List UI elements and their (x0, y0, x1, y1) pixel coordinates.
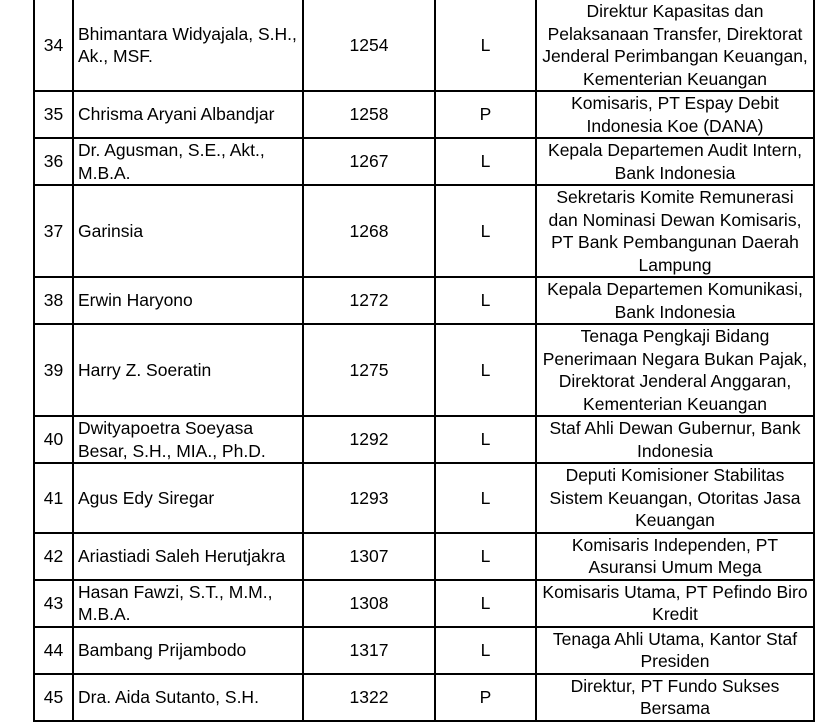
position: Tenaga Ahli Utama, Kantor Staf Presiden (536, 627, 814, 674)
gender: P (435, 674, 536, 721)
position: Sekretaris Komite Remunerasi dan Nominasi Dewan Komisaris, PT Bank Pembangunan Daerah Lampung (536, 185, 814, 277)
candidate-name: Garinsia (73, 185, 303, 277)
table-row (34, 463, 814, 533)
row-number: 35 (34, 91, 73, 138)
row-number: 43 (34, 580, 73, 627)
row-number: 41 (34, 463, 73, 533)
position: Tenaga Pengkaji Bidang Penerimaan Negara Bukan Pajak, Direktorat Jenderal Anggaran, Kementerian Keuangan (536, 324, 814, 416)
row-number: 38 (34, 277, 73, 324)
candidate-name: Dra. Aida Sutanto, S.H. (73, 674, 303, 721)
candidate-name: Harry Z. Soeratin (73, 324, 303, 416)
table-row (34, 533, 814, 580)
gender: L (435, 416, 536, 463)
table-row (34, 674, 814, 721)
candidate-id: 1254 (303, 0, 435, 91)
table-row (34, 138, 814, 185)
gender: L (435, 627, 536, 674)
candidate-id: 1292 (303, 416, 435, 463)
row-number: 39 (34, 324, 73, 416)
row-number: 40 (34, 416, 73, 463)
gender: L (435, 185, 536, 277)
row-number: 37 (34, 185, 73, 277)
table-row (34, 627, 814, 674)
candidate-name: Bambang Prijambodo (73, 627, 303, 674)
row-number: 34 (34, 0, 73, 91)
candidate-id: 1268 (303, 185, 435, 277)
candidate-id: 1308 (303, 580, 435, 627)
candidate-id: 1317 (303, 627, 435, 674)
table-row (34, 277, 814, 324)
table-row (34, 0, 814, 91)
position: Kepala Departemen Komunikasi, Bank Indonesia (536, 277, 814, 324)
gender: L (435, 580, 536, 627)
gender: L (435, 533, 536, 580)
candidate-id: 1293 (303, 463, 435, 533)
candidate-name: Ariastiadi Saleh Herutjakra (73, 533, 303, 580)
position: Staf Ahli Dewan Gubernur, Bank Indonesia (536, 416, 814, 463)
candidate-id: 1322 (303, 674, 435, 721)
row-number: 44 (34, 627, 73, 674)
row-number: 36 (34, 138, 73, 185)
table-row (34, 324, 814, 416)
candidate-name: Chrisma Aryani Albandjar (73, 91, 303, 138)
position: Komisaris, PT Espay Debit Indonesia Koe (DANA) (536, 91, 814, 138)
position: Komisaris Utama, PT Pefindo Biro Kredit (536, 580, 814, 627)
gender: L (435, 277, 536, 324)
candidate-id: 1272 (303, 277, 435, 324)
position: Direktur, PT Fundo Sukses Bersama (536, 674, 814, 721)
gender: L (435, 138, 536, 185)
row-number: 42 (34, 533, 73, 580)
gender: L (435, 463, 536, 533)
candidate-id: 1267 (303, 138, 435, 185)
candidate-id: 1275 (303, 324, 435, 416)
candidate-name: Erwin Haryono (73, 277, 303, 324)
candidate-table (33, 0, 815, 722)
candidate-name: Dr. Agusman, S.E., Akt., M.B.A. (73, 138, 303, 185)
gender: L (435, 0, 536, 91)
candidate-name: Hasan Fawzi, S.T., M.M., M.B.A. (73, 580, 303, 627)
candidate-name: Agus Edy Siregar (73, 463, 303, 533)
table-row (34, 91, 814, 138)
position: Komisaris Independen, PT Asuransi Umum Mega (536, 533, 814, 580)
position: Direktur Kapasitas dan Pelaksanaan Transfer, Direktorat Jenderal Perimbangan Keuangan, Kementerian Keuangan (536, 0, 814, 91)
gender: P (435, 91, 536, 138)
table-row (34, 416, 814, 463)
table-row (34, 185, 814, 277)
candidate-id: 1307 (303, 533, 435, 580)
row-number: 45 (34, 674, 73, 721)
candidate-name: Dwityapoetra Soeyasa Besar, S.H., MIA., Ph.D. (73, 416, 303, 463)
table-row (34, 580, 814, 627)
candidate-id: 1258 (303, 91, 435, 138)
position: Deputi Komisioner Stabilitas Sistem Keuangan, Otoritas Jasa Keuangan (536, 463, 814, 533)
candidate-name: Bhimantara Widyajala, S.H., Ak., MSF. (73, 0, 303, 91)
gender: L (435, 324, 536, 416)
position: Kepala Departemen Audit Intern, Bank Indonesia (536, 138, 814, 185)
